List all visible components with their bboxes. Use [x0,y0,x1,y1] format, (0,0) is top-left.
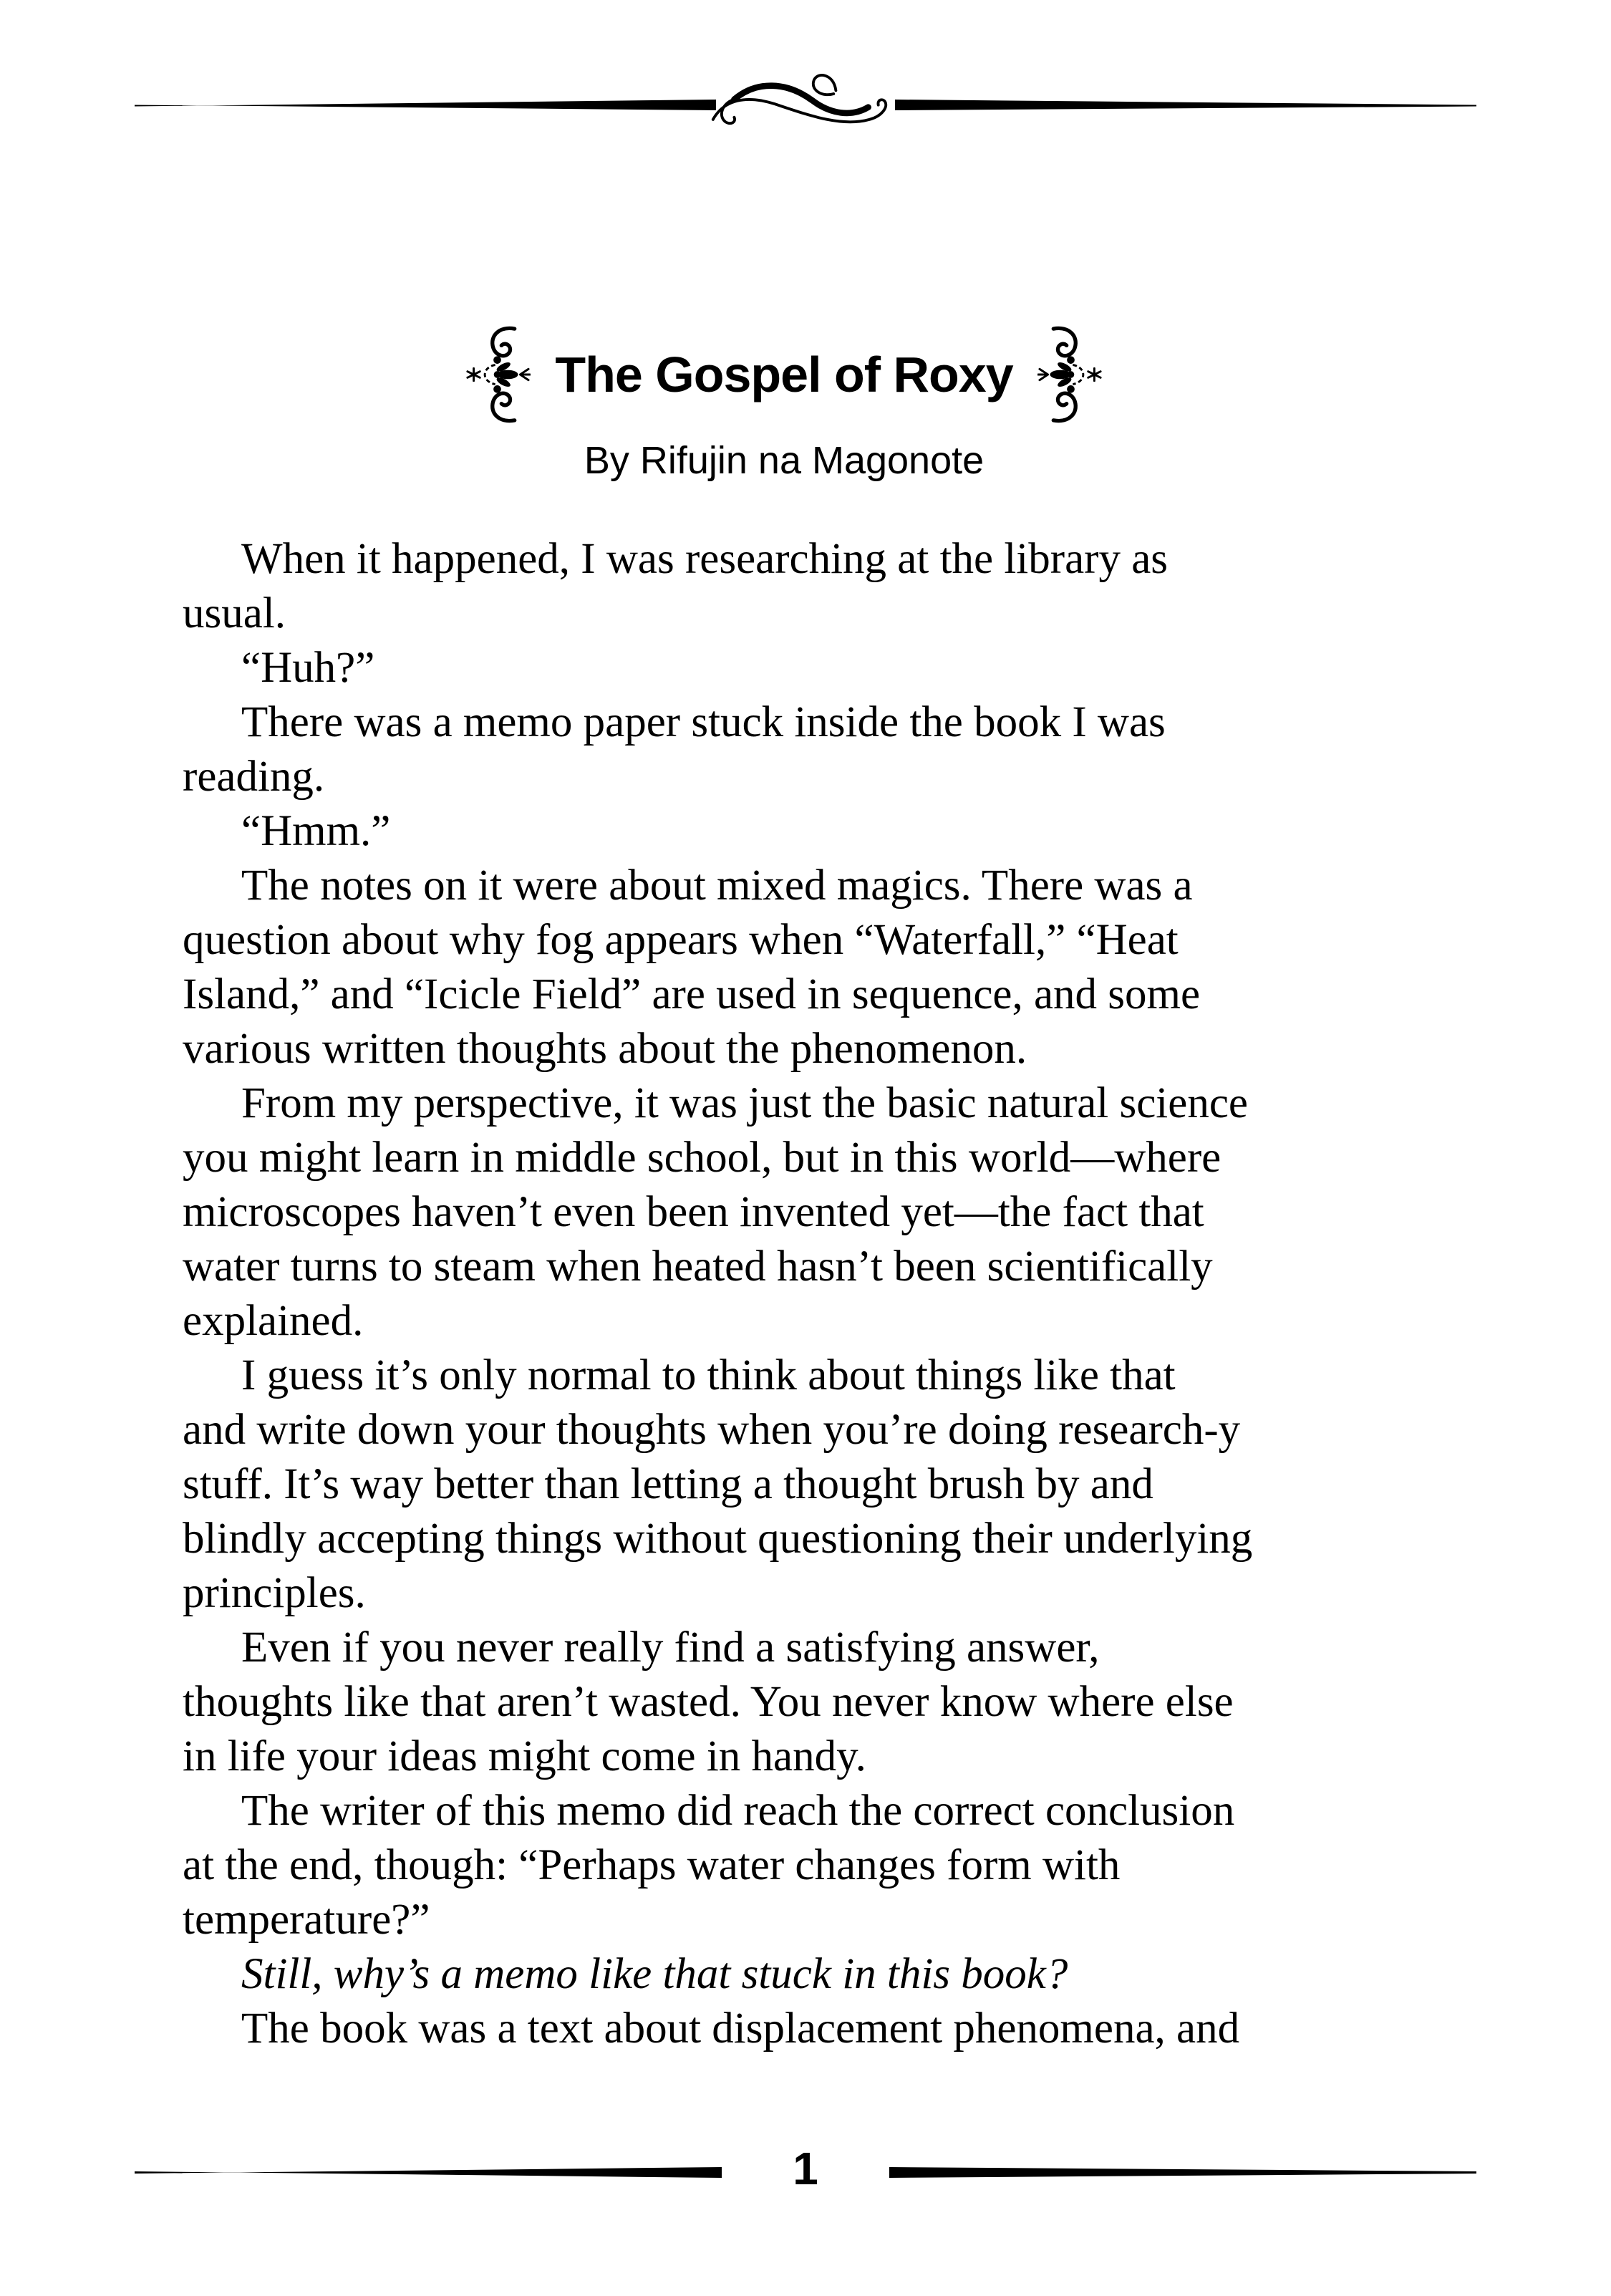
floral-ornament-left-icon [465,325,531,424]
text-line: various written thoughts about the phenomenon. [183,1025,1027,1073]
text-line: reading. [183,753,325,801]
header-rule-right [895,100,1476,110]
header-rule-left [135,100,716,110]
text-line: The book was a text about displacement phenomena, and [241,2005,1240,2053]
text-line: explained. [183,1297,364,1345]
text-line: I guess it’s only normal to think about things like that [241,1351,1176,1399]
paragraph [183,641,1400,695]
paragraph [183,695,1400,804]
text-line: you might learn in middle school, but in this world—where [183,1134,1221,1182]
paragraph [183,804,1400,859]
text-line: The writer of this memo did reach the correct conclusion [241,1787,1235,1835]
swirl-flourish-icon [713,75,886,123]
text-line: usual. [183,589,286,637]
paragraph [183,859,1400,1076]
text-line: stuff. It’s way better than letting a thought brush by and [183,1460,1153,1508]
text-line: at the end, though: “Perhaps water changes form with [183,1841,1121,1889]
paragraph [183,1947,1400,2002]
header-divider [135,63,1476,149]
text-line: water turns to steam when heated hasn’t been scientifically [183,1243,1213,1291]
text-line: thoughts like that aren’t wasted. You never know where else [183,1678,1234,1726]
body-text [183,532,1400,2056]
paragraph [183,1784,1400,1947]
text-line: Island,” and “Icicle Field” are used in sequence, and some [183,970,1201,1018]
paragraph [183,2002,1400,2056]
text-line: Even if you never really find a satisfying answer, [241,1624,1100,1672]
text-line: and write down your thoughts when you’re doing research-y [183,1406,1241,1454]
text-line: Still, why’s a memo like that stuck in this book? [241,1950,1068,1998]
text-line: There was a memo paper stuck inside the book I was [241,698,1166,746]
text-line: blindly accepting things without questioning their underlying [183,1515,1253,1563]
text-line: When it happened, I was researching at the library as [241,535,1169,583]
text-line: microscopes haven’t even been invented yet—the fact that [183,1188,1204,1236]
text-line: “Huh?” [241,644,375,692]
paragraph [183,1349,1400,1621]
text-line: “Hmm.” [241,807,391,855]
text-line: question about why fog appears when “Waterfall,” “Heat [183,916,1179,964]
paragraph [183,532,1400,641]
text-line: principles. [183,1569,366,1617]
text-line: From my perspective, it was just the basic natural science [241,1079,1248,1127]
author-byline: By Rifujin na Magonote [584,439,984,482]
text-line: in life your ideas might come in handy. [183,1732,866,1780]
page-number: 1 [793,2143,818,2194]
page-footer [135,2131,1476,2217]
paragraph [183,1076,1400,1349]
paragraph [183,1621,1400,1784]
chapter-title: The Gospel of Roxy [555,347,1013,402]
footer-rule-right [889,2167,1476,2178]
text-line: temperature?” [183,1896,430,1944]
text-line: The notes on it were about mixed magics. There was a [241,862,1193,910]
floral-ornament-right-icon [1037,325,1103,424]
title-row [183,321,1385,428]
footer-rule-left [135,2167,722,2178]
